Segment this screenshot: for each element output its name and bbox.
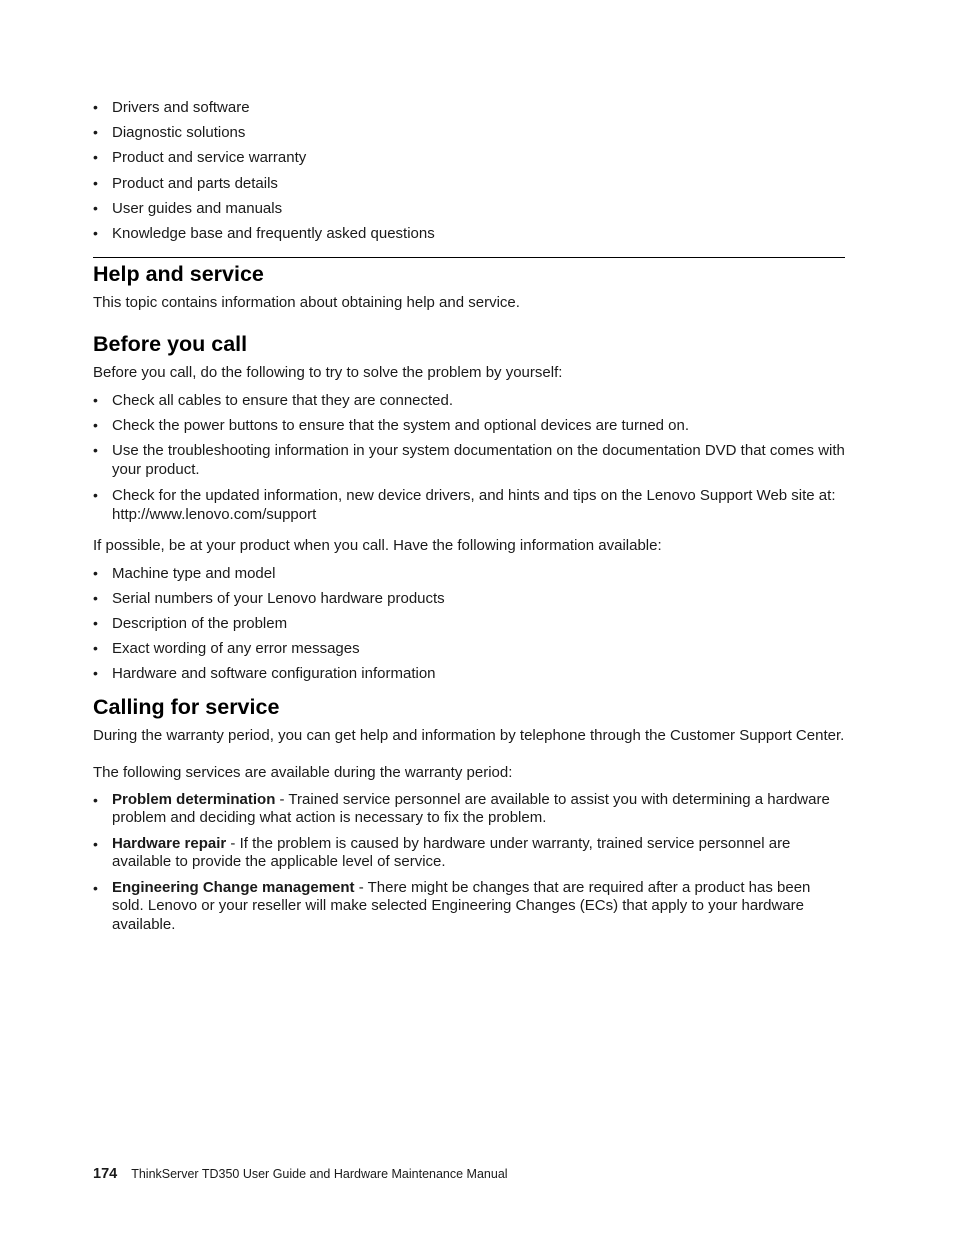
- service-description: - There might be changes that are required after a product has been sold. Lenovo or your reseller will make selected Engineering Changes (ECs) that apply to your hardware available.: [112, 878, 811, 933]
- help-intro-text: This topic contains information about obtaining help and service.: [93, 293, 520, 311]
- list-item: • Diagnostic solutions: [93, 123, 845, 142]
- service-term: Hardware repair: [112, 834, 227, 852]
- list-item: • User guides and manuals: [93, 199, 845, 218]
- services-list: [93, 791, 845, 935]
- before-call-intro: Before you call, do the following to try to solve the problem by yourself:: [93, 363, 563, 381]
- document-page: [93, 98, 845, 941]
- list-item: • Check all cables to ensure that they are connected.: [93, 391, 845, 410]
- page-footer: [93, 1165, 508, 1183]
- service-description: - If the problem is caused by hardware under warranty, trained service personnel are available to provide the applicable level of service.: [112, 834, 791, 870]
- heading-help-and-service: Help and service: [93, 261, 264, 286]
- service-term: Problem determination: [112, 790, 276, 808]
- list-item: • Product and service warranty: [93, 148, 845, 167]
- support-url: http://www.lenovo.com/support: [112, 505, 317, 523]
- services-intro: The following services are available during the warranty period:: [93, 763, 513, 781]
- list-item: [93, 486, 845, 524]
- list-item: • Knowledge base and frequently asked questions: [93, 224, 845, 243]
- list-item: • Drivers and software: [93, 98, 845, 117]
- list-item: • Description of the problem: [93, 614, 845, 633]
- list-item: • Serial numbers of your Lenovo hardware products: [93, 589, 845, 608]
- list-item: • Machine type and model: [93, 564, 845, 583]
- list-item: • Exact wording of any error messages: [93, 639, 845, 658]
- info-intro: If possible, be at your product when you call. Have the following information available:: [93, 536, 662, 554]
- page-number: 174: [93, 1166, 118, 1182]
- list-item: • Hardware and software configuration information: [93, 664, 845, 683]
- list-item: [93, 791, 845, 828]
- service-term: Engineering Change management: [112, 878, 355, 896]
- service-description: - Trained service personnel are available to assist you with determining a hardware problem and deciding what action is necessary to fix the problem.: [112, 790, 830, 826]
- info-list: [93, 564, 845, 683]
- list-item: • Use the troubleshooting information in your system documentation on the documentation DVD that comes with your product.: [93, 441, 845, 479]
- list-item: • Product and parts details: [93, 174, 845, 193]
- list-item: [93, 879, 845, 935]
- intro-list: [93, 98, 845, 243]
- list-item: [93, 835, 845, 872]
- section-divider: [93, 257, 845, 258]
- list-item-text: Check for the updated information, new device drivers, and hints and tips on the Lenovo Support Web site at:: [112, 486, 836, 504]
- heading-before-you-call: Before you call: [93, 331, 248, 356]
- calling-intro: During the warranty period, you can get help and information by telephone through the Customer Support Center.: [93, 726, 845, 744]
- list-item: • Check the power buttons to ensure that the system and optional devices are turned on.: [93, 416, 845, 435]
- footer-title: ThinkServer TD350 User Guide and Hardware Maintenance Manual: [131, 1167, 508, 1181]
- heading-calling-for-service: Calling for service: [93, 694, 280, 719]
- before-call-steps: [93, 391, 845, 524]
